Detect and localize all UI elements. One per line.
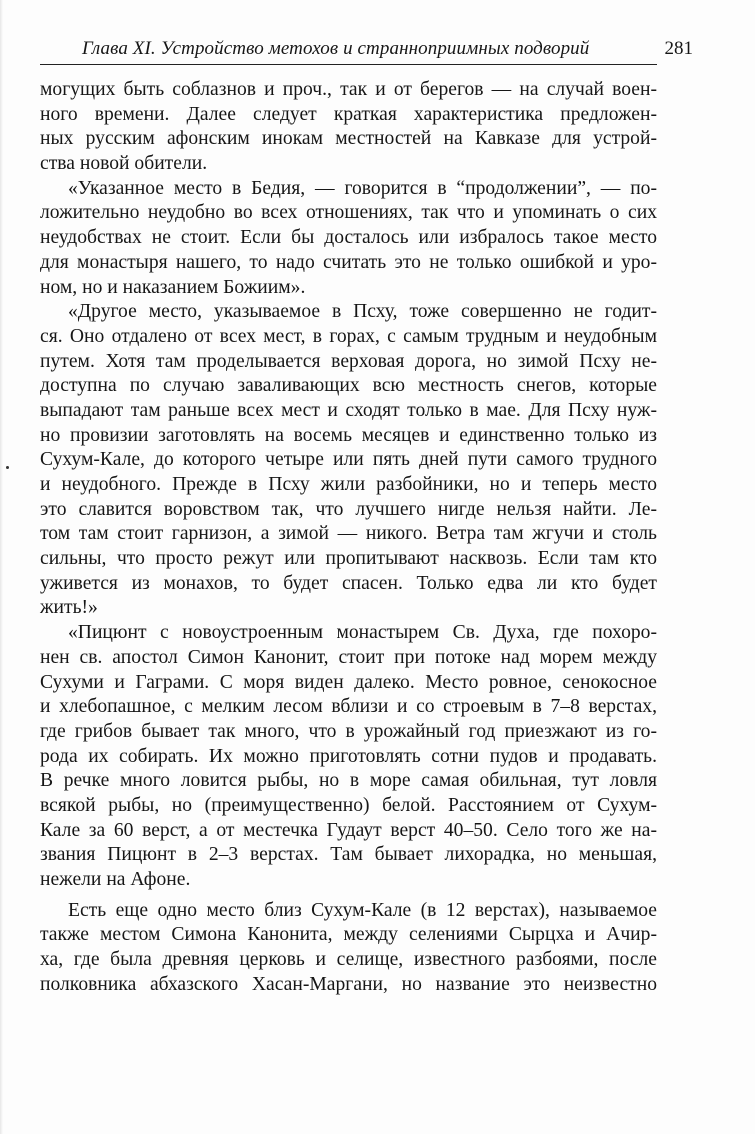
text-line: выпадают там раньше всех мест и сходят только в мае. Для Псху нуж-: [40, 399, 657, 421]
text-line: также местом Симона Канонита, между селениями Сырцха и Ачир-: [40, 924, 657, 946]
page-number: 281: [664, 38, 693, 59]
text-line: рода их собирать. Их можно приготовлять сотни пудов и продавать.: [40, 745, 657, 767]
text-line: могущих быть соблазнов и проч., так и от берегов — на случай воен-: [40, 79, 657, 100]
text-line: для монастыря нашего, то надо считать это не только ошибкой и уро-: [40, 251, 657, 273]
text-line: где грибов бывает так много, что в урожайный год приезжают из го-: [40, 720, 657, 742]
text-line: нежели на Афоне.: [40, 869, 191, 890]
running-title: Глава XI. Устройство метохов и странноприимных подворий: [82, 38, 590, 59]
text-line: ложительно неудобно во всех отношениях, так что и упоминать о сих: [40, 202, 657, 224]
text-line: ся. Оно отдалено от всех мест, в горах, с самым трудным и неудобным: [40, 325, 657, 347]
text-line: полковника абхазского Хасан-Маргани, но название это неизвестно: [40, 973, 657, 995]
margin-speck: [6, 466, 9, 469]
text-line: ха, где была древняя церковь и селище, известного разбоями, после: [40, 949, 657, 971]
text-line: «Указанное место в Бедия, — говорится в “продолжении”, — по-: [68, 177, 657, 199]
text-line: ном, но и наказанием Божиим».: [40, 276, 306, 298]
text-line: нен св. апостол Симон Канонит, стоит при потоке над морем между: [40, 646, 657, 668]
text-line: это славится воровством так, что лучшего нигде нельзя найти. Ле-: [40, 498, 657, 520]
text-line: жить!»: [40, 597, 98, 619]
page-edge-shadow: [0, 0, 3, 1134]
text-line: и хлебопашное, с мелким лесом вблизи и со строевым в 7–8 верстах,: [40, 696, 657, 718]
text-line: Кале за 60 верст, а от местечка Гудаут верст 40–50. Село того же на-: [40, 819, 657, 841]
text-line: Сухум-Кале, до которого четыре или пять дней пути самого трудного: [40, 449, 657, 471]
text-line: В речке много ловится рыбы, но в море самая обильная, тут ловля: [40, 770, 657, 792]
text-line: ства новой обители.: [40, 153, 208, 175]
text-line: том там стоит гарнизон, а зимой — никого. Ветра там жгучи и столь: [40, 523, 657, 545]
text-line: и неудобного. Прежде в Псху жили разбойники, но и теперь место: [40, 474, 657, 495]
text-line: звания Пицюнт в 2–3 верстах. Там бывает лихорадка, но меньшая,: [40, 844, 657, 866]
text-line: Есть еще одно место близ Сухум-Кале (в 12 верстах), называемое: [68, 899, 657, 921]
text-line: «Другое место, указываемое в Псху, тоже совершенно не годит-: [68, 301, 657, 323]
page-header: [40, 38, 697, 64]
text-line: сильны, что просто режут или пропитывают насквозь. Если там кто: [40, 548, 657, 570]
text-line: путем. Хотя там проделывается верховая дорога, но зимой Псху не-: [40, 350, 657, 372]
text-line: доступна по случаю заваливающих всю местность снегов, которые: [40, 375, 657, 397]
text-line: ного времени. Далее следует краткая характеристика предложен-: [40, 103, 657, 125]
text-line: но провизии заготовлять на восемь месяцев и единственно только из: [40, 424, 657, 446]
body-text: [40, 78, 657, 997]
text-line: уживется из монахов, то будет спасен. Только едва ли кто будет: [40, 572, 657, 594]
text-line: «Пицюнт с новоустроенным монастырем Св. Духа, где похоро-: [68, 622, 657, 644]
header-rule: [40, 64, 657, 65]
text-line: неудобствах не стоит. Если бы досталось или избралось такое место: [40, 227, 657, 249]
text-line: всякой рыбы, но (преимущественно) белой. Расстоянием от Сухум-: [40, 794, 657, 816]
text-line: Сухуми и Гаграми. С моря виден далеко. Место ровное, сенокосное: [40, 671, 657, 693]
text-line: ных русским афонским инокам местностей на Кавказе для устрой-: [40, 128, 657, 150]
